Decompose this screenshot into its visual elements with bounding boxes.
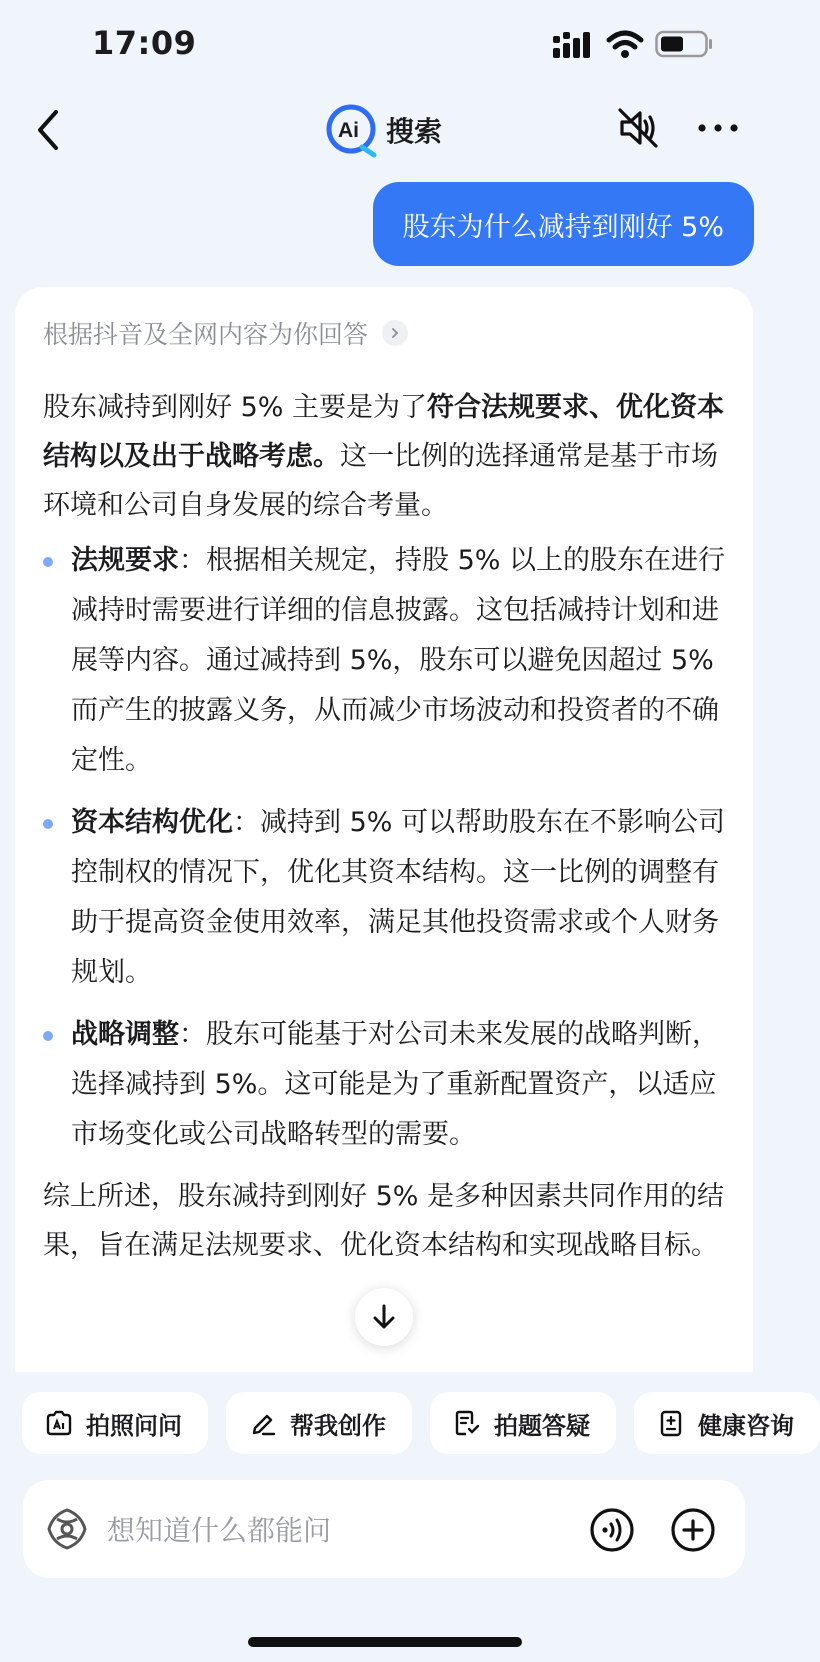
ai-logo-icon — [324, 103, 378, 157]
chip-label: 拍照问问 — [86, 1411, 182, 1440]
plus-icon[interactable] — [670, 1507, 716, 1553]
pen-icon — [248, 1408, 278, 1438]
chip-label: 拍题答疑 — [494, 1411, 590, 1440]
intro-bold: 符合法规要求、优化资本结构以及出于战略考虑。 — [43, 392, 724, 472]
nav-bar — [0, 90, 768, 180]
health-icon — [656, 1408, 686, 1438]
answer-summary: 综上所述，股东减持到刚好 5% 是多种因素共同作用的结果，旨在满足法规要求、优化资本结构和实现战略目标。 — [43, 1181, 724, 1261]
signal-icon — [553, 30, 593, 60]
assistant-logo-icon — [43, 1505, 91, 1553]
wifi-icon — [605, 28, 645, 60]
intro-text-1: 股东减持到刚好 5% 主要是为了 — [43, 392, 427, 423]
scroll-down-button[interactable] — [355, 1288, 413, 1346]
answer-intro — [43, 383, 733, 530]
chip-health[interactable] — [634, 1392, 820, 1454]
bullet-item — [43, 798, 733, 998]
status-bar — [0, 0, 768, 90]
back-icon[interactable] — [30, 102, 70, 158]
voice-icon[interactable] — [589, 1507, 635, 1553]
battery-icon — [655, 30, 713, 58]
chip-label: 帮我创作 — [290, 1411, 386, 1440]
question-input[interactable] — [105, 1506, 549, 1554]
source-label: 根据抖音及全网内容为你回答 — [43, 320, 369, 349]
quick-actions — [22, 1392, 820, 1456]
bullet-item — [43, 536, 733, 786]
chip-photo-ask[interactable] — [22, 1392, 208, 1454]
ai-logo-text: Ai — [338, 119, 359, 142]
nav-title-group — [324, 100, 442, 160]
doc-scan-icon — [452, 1408, 482, 1438]
home-indicator — [248, 1637, 522, 1647]
arrow-down-icon — [369, 1302, 399, 1332]
bullet-title: 法规要求 — [71, 545, 179, 576]
status-time: 17:09 — [92, 24, 197, 62]
mute-icon[interactable] — [614, 104, 662, 152]
bullet-title: 资本结构优化 — [71, 807, 233, 838]
source-link[interactable] — [43, 315, 408, 351]
user-message-bubble: 股东为什么减持到刚好 5% — [373, 182, 754, 266]
chip-create[interactable] — [226, 1392, 412, 1454]
bullet-title: 战略调整 — [71, 1019, 179, 1050]
bullet-item — [43, 1010, 733, 1160]
bullet-text: ：股东可能基于对公司未来发展的战略判断，选择减持到 5%。这可能是为了重新配置资产，以适应市场变化或公司战略转型的需要。 — [71, 1019, 719, 1150]
page-title: 搜索 — [386, 115, 443, 148]
chip-question-scan[interactable] — [430, 1392, 616, 1454]
more-icon[interactable] — [694, 104, 742, 152]
input-bar — [23, 1480, 745, 1578]
answer-body — [43, 383, 733, 1270]
bullet-text: ：减持到 5% 可以帮助股东在不影响公司控制权的情况下，优化其资本结构。这一比例的调整有助于提高资金使用效率，满足其他投资需求或个人财务规划。 — [71, 807, 725, 988]
answer-card — [15, 287, 753, 1372]
bullet-text: ：根据相关规定，持股 5% 以上的股东在进行减持时需要进行详细的信息披露。这包括减持计划和进展等内容。通过减持到 5%，股东可以避免因超过 5% 而产生的披露义务，从而减少市场波动和投资者的不确定性。 — [71, 545, 725, 776]
answer-bullets — [43, 536, 733, 1160]
chevron-right-icon — [382, 320, 408, 346]
camera-ai-icon — [44, 1408, 74, 1438]
intro-text-2: 这一比例的选择通常是基于市场环境和公司自身发展的综合考量。 — [43, 441, 718, 521]
chip-label: 健康咨询 — [698, 1411, 794, 1440]
